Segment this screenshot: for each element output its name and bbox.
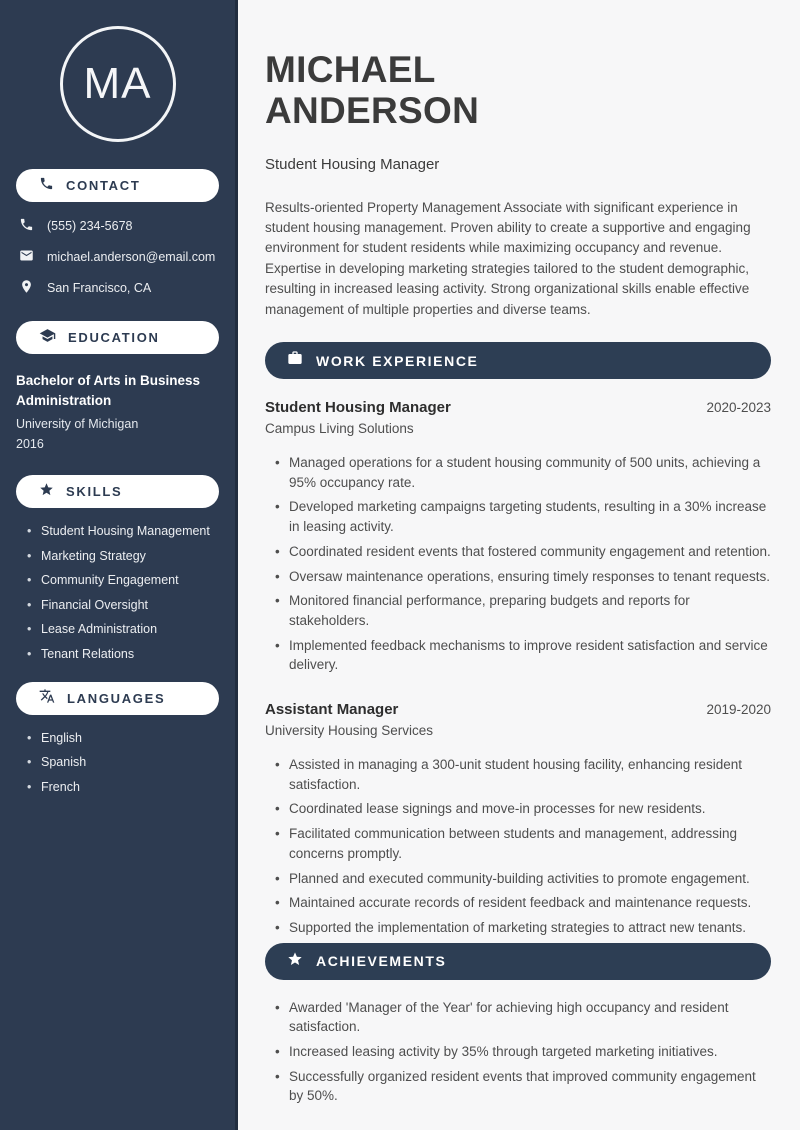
skill-item: • Community Engagement: [27, 573, 227, 587]
person-job-title: Student Housing Manager: [265, 155, 440, 173]
skill-item: • Student Housing Management: [27, 524, 227, 538]
education-degree: Bachelor of Arts in Business Administration: [16, 373, 201, 408]
education-school: University of Michigan: [16, 417, 139, 431]
job-bullet-list: [265, 755, 771, 938]
contact-row-phone: [0, 217, 235, 235]
language-item: • French: [27, 780, 227, 794]
job-bullet: • Implemented feedback mechanisms to improve resident satisfaction and service delivery.: [275, 636, 771, 675]
job-header: [265, 701, 771, 718]
job-dates: 2019-2020: [706, 702, 771, 718]
job-bullet: • Coordinated resident events that fostered community engagement and retention.: [275, 542, 771, 562]
summary-paragraph: Results-oriented Property Management Associate with significant experience in student housing management. Proven ability to create a supportive and engaging environment for student residents while maximizing occupancy and revenue. Expertise in developing marketing strategies tailored to the student demographic, resulting in increased leasing activity. Strong organizational skills enable effective management of multiple properties and diverse teams.: [265, 199, 751, 317]
job-bullet: • Maintained accurate records of resident feedback and maintenance requests.: [275, 893, 771, 913]
job-bullet: • Developed marketing campaigns targeting students, resulting in a 30% increase in leasing activity.: [275, 497, 771, 536]
achievements-section-header: [265, 943, 771, 980]
job-header: [265, 399, 771, 416]
language-item: • English: [27, 731, 227, 745]
avatar-initials: MA: [83, 59, 152, 108]
language-item: • Spanish: [27, 755, 227, 769]
work-experience-section-header: [265, 342, 771, 379]
job-bullet: • Managed operations for a student housing community of 500 units, achieving a 95% occupancy rate.: [275, 453, 771, 492]
contact-section-label: CONTACT: [66, 178, 141, 193]
skills-section-label: SKILLS: [66, 484, 123, 499]
contact-row-location: [0, 279, 235, 297]
job-bullet: • Oversaw maintenance operations, ensuring timely responses to tenant requests.: [275, 567, 771, 587]
phone-icon: [19, 217, 34, 235]
skills-section-header: [16, 475, 219, 508]
phone-number: (555) 234-5678: [47, 219, 133, 233]
skill-item: • Lease Administration: [27, 622, 227, 636]
achievements-section-label: ACHIEVEMENTS: [316, 953, 447, 970]
graduation-cap-icon: [39, 327, 56, 349]
person-first-name: MICHAEL: [265, 48, 436, 90]
job-entry: [265, 701, 771, 938]
phone-icon: [39, 176, 54, 196]
achievement-bullet: • Increased leasing activity by 35% through targeted marketing initiatives.: [275, 1042, 771, 1062]
work-experience-section-label: WORK EXPERIENCE: [316, 352, 479, 369]
skill-item: • Financial Oversight: [27, 598, 227, 612]
contact-row-email: [0, 248, 235, 266]
languages-section-label: LANGUAGES: [67, 690, 166, 706]
languages-list: [0, 731, 235, 794]
job-company: Campus Living Solutions: [265, 421, 414, 436]
skills-list: [0, 524, 235, 661]
job-bullet: • Planned and executed community-building activities to promote engagement.: [275, 869, 771, 889]
job-bullet: • Assisted in managing a 300-unit student housing facility, enhancing resident satisfaction.: [275, 755, 771, 794]
star-icon: [287, 951, 303, 972]
job-title: Student Housing Manager: [265, 399, 451, 416]
achievements-list: [265, 998, 771, 1107]
job-dates: 2020-2023: [706, 400, 771, 415]
mail-icon: [19, 248, 34, 266]
job-title: Assistant Manager: [265, 701, 399, 719]
job-bullet: • Facilitated communication between students and management, addressing concerns promptly.: [275, 824, 771, 863]
main-content: [238, 0, 800, 1130]
education-section-header: [16, 321, 219, 354]
briefcase-icon: [287, 350, 303, 371]
skill-item: • Tenant Relations: [27, 647, 227, 661]
sidebar: [0, 0, 238, 1130]
contact-list: [0, 217, 235, 297]
person-name: [265, 49, 771, 131]
education-year: 2016: [16, 437, 44, 451]
avatar: [60, 26, 176, 142]
achievement-bullet: • Successfully organized resident events that improved community engagement by 50%.: [275, 1067, 771, 1106]
education-section-label: EDUCATION: [68, 330, 160, 345]
languages-section-header: [16, 682, 219, 715]
translate-icon: [39, 688, 55, 709]
person-last-name: ANDERSON: [265, 89, 480, 131]
job-bullet: • Monitored financial performance, preparing budgets and reports for stakeholders.: [275, 591, 771, 630]
job-entry: [265, 399, 771, 675]
location-pin-icon: [19, 279, 34, 297]
job-bullet: • Supported the implementation of marketing strategies to attract new tenants.: [275, 918, 771, 938]
job-bullet: • Coordinated lease signings and move-in processes for new residents.: [275, 799, 771, 819]
achievement-bullet: • Awarded 'Manager of the Year' for achieving high occupancy and resident satisfaction.: [275, 998, 771, 1037]
job-company: University Housing Services: [265, 723, 434, 739]
education-entry: [0, 354, 235, 454]
location-text: San Francisco, CA: [47, 281, 152, 295]
jobs-list: [265, 399, 771, 938]
job-bullet-list: [265, 453, 771, 675]
contact-section-header: [16, 169, 219, 202]
skill-item: • Marketing Strategy: [27, 549, 227, 563]
star-icon: [39, 482, 54, 502]
email-address: michael.anderson@email.com: [47, 250, 216, 264]
